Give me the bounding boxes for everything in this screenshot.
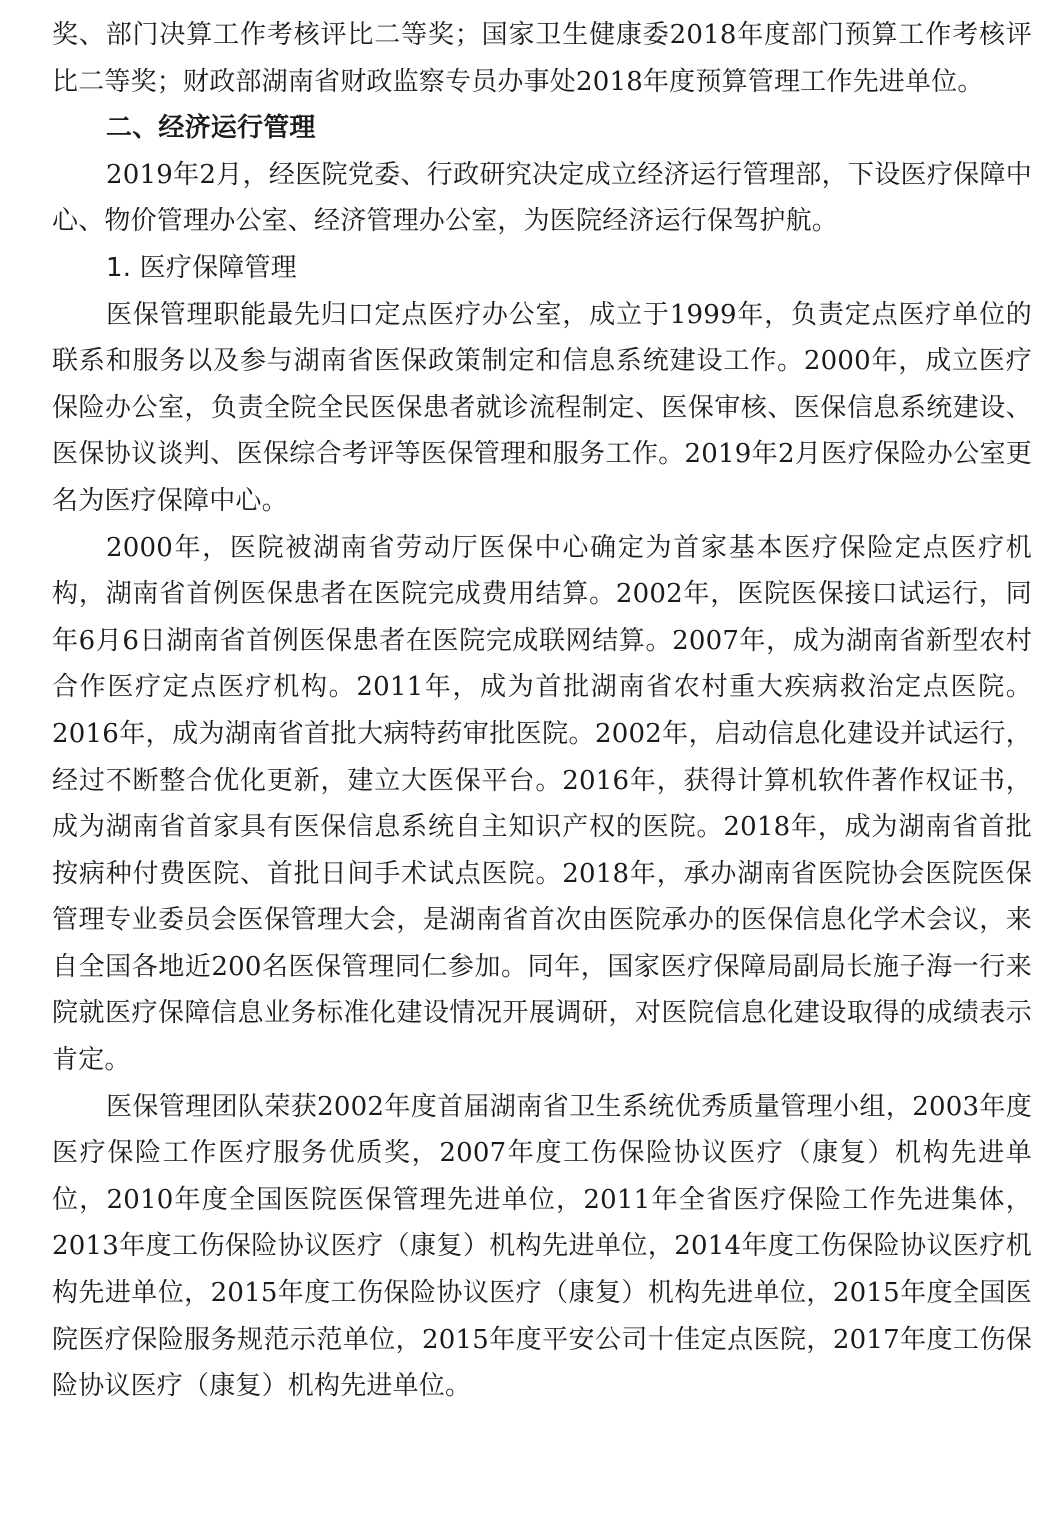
paragraph-medical-insurance-office: 医保管理职能最先归口定点医疗办公室，成立于1999年，负责定点医疗单位的联系和服务以及参与湖南省医保政策制定和信息系统建设工作。2000年，成立医疗保险办公室，负责全院全民医保患者就诊流程制定、医保审核、医保信息系统建设、医保协议谈判、医保综合考评等医保管理和服务工作。2019年2月医疗保险办公室更名为医疗保障中心。 (52, 299, 1032, 516)
paragraph-department-founding: 2019年2月，经医院党委、行政研究决定成立经济运行管理部，下设医疗保障中心、物价管理办公室、经济管理办公室，为医院经济运行保驾护航。 (52, 159, 1032, 237)
paragraph-awards: 医保管理团队荣获2002年度首届湖南省卫生系统优秀质量管理小组，2003年度医疗保险工作医疗服务优质奖，2007年度工伤保险协议医疗（康复）机构先进单位，2010年度全国医院医保管理先进单位，2011年全省医疗保险工作先进集体，2013年度工伤保险协议医疗（康复）机构先进单位，2014年度工伤保险协议医疗机构先进单位，2015年度工伤保险协议医疗（康复）机构先进单位，2015年度全国医院医疗保险服务规范示范单位，2015年度平安公司十佳定点医院，2017年度工伤保险协议医疗（康复）机构先进单位。 (52, 1091, 1032, 1402)
document-page (52, 12, 1032, 1410)
continued-paragraph: 奖、部门决算工作考核评比二等奖；国家卫生健康委2018年度部门预算工作考核评比二等奖；财政部湖南省财政监察专员办事处2018年度预算管理工作先进单位。 (52, 20, 1032, 97)
paragraph-milestones: 2000年，医院被湖南省劳动厅医保中心确定为首家基本医疗保险定点医疗机构，湖南省首例医保患者在医院完成费用结算。2002年，医院医保接口试运行，同年6月6日湖南省首例医保患者在医院完成联网结算。2007年，成为湖南省新型农村合作医疗定点医疗机构。2011年，成为首批湖南省农村重大疾病救治定点医院。2016年，成为湖南省首批大病特药审批医院。2002年，启动信息化建设并试运行，经过不断整合优化更新，建立大医保平台。2016年，获得计算机软件著作权证书，成为湖南省首家具有医保信息系统自主知识产权的医院。2018年，成为湖南省首批按病种付费医院、首批日间手术试点医院。2018年，承办湖南省医院协会医院医保管理专业委员会医保管理大会，是湖南省首次由医院承办的医保信息化学术会议，来自全国各地近200名医保管理同仁参加。同年，国家医疗保障局副局长施子海一行来院就医疗保障信息业务标准化建设情况开展调研，对医院信息化建设取得的成绩表示肯定。 (52, 532, 1032, 1076)
section-heading-economic-operation: 二、经济运行管理 (106, 113, 316, 144)
sub-heading-medical-security: 1. 医疗保障管理 (106, 252, 297, 283)
